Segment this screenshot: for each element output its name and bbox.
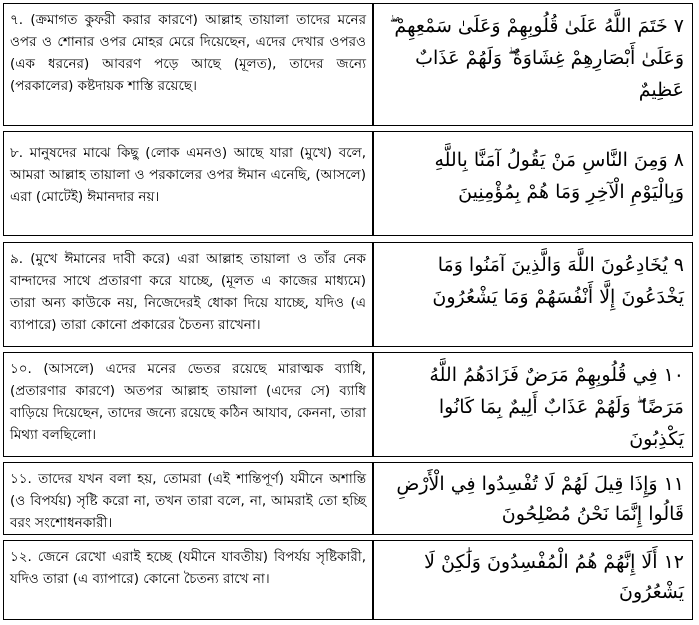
- verse-row-7: [3, 3, 693, 126]
- verse-7-arabic-text: ٧ خَتَمَ اللَّهُ عَلَىٰ قُلُوبِهِمْ وَعَلَىٰ سَمْعِهِمْ ۖ وَعَلَىٰ أَبْصَارِهِمْ غِشَاوَةٌ ۖ وَلَهُمْ عَذَابٌ عَظِيمٌ: [389, 15, 684, 101]
- verse-8-bengali-translation: ৮. মানুষদের মাঝে কিছু (লোক এমনও) আছে যারা (মুখে) বলে, আমরা আল্লাহ তায়ালা ও পরকালের ওপর ঈমান এনেছি, (আসলে) এরা (মোটেই) ঈমানদার নয়।: [4, 132, 374, 235]
- verse-row-8: [3, 131, 693, 236]
- verse-9-arabic-text: ٩ يُخَادِعُونَ اللَّهَ وَالَّذِينَ آمَنُوا وَمَا يَخْدَعُونَ إِلَّا أَنْفُسَهُمْ وَمَا يَشْعُرُونَ: [432, 254, 684, 308]
- verse-11-arabic-text: ١١ وَإِذَا قِيلَ لَهُمْ لَا تُفْسِدُوا فِي الْأَرْضِ قَالُوا إِنَّمَا نَحْنُ مُصْلِحُونَ: [396, 473, 684, 525]
- verse-10-arabic-text: ١٠ فِي قُلُوبِهِمْ مَرَضٌ فَزَادَهُمُ اللَّهُ مَرَضًا ۖ وَلَهُمْ عَذَابٌ أَلِيمٌ بِمَا كَانُوا يَكْذِبُونَ: [429, 364, 684, 450]
- verse-9-bengali-translation: ৯. (মুখে ঈমানের দাবী করে) এরা আল্লাহ তায়ালা ও তাঁর নেক বান্দাদের সাথে প্রতারণা করে যাচ্ছে, (মূলত এ কাজের মাধ্যমে) তারা অন্য কাউকে নয়, নিজেদেরই ধোকা দিয়ে যাচ্ছে, যদিও (এ ব্যাপারে) তারা কোনো প্রকারের চৈতন্য রাখেনা।: [4, 243, 374, 346]
- verse-11-bengali-translation: ১১. তাদের যখন বলা হয়, তোমরা (এই শান্তিপূর্ণ) যমীনে অশান্তি (ও বিপর্যয়) সৃষ্টি করো না, তখন তারা বলে, না, আমরাই তো হচ্ছি বরং সংশোধনকারী।: [4, 463, 374, 534]
- verse-12-arabic-text: ١٢ أَلَا إِنَّهُمْ هُمُ الْمُفْسِدُونَ وَلَٰكِنْ لَا يَشْعُرُونَ: [424, 551, 684, 603]
- verse-row-10: [3, 352, 693, 457]
- verse-12-bengali-translation: ১২. জেনে রেখো এরাই হচ্ছে (যমীনে যাবতীয়) বিপর্যয় সৃষ্টিকারী, যদিও তারা (এ ব্যাপারে) কোনো চৈতন্য রাখে না।: [4, 541, 374, 619]
- verse-7-bengali-translation: ৭. (ক্রমাগত কুফরী করার কারণে) আল্লাহ তায়ালা তাদের মনের ওপর ও শোনার ওপর মোহর মেরে দিয়েছেন, এদের দেখার ওপরও (এক ধরনের) আবরণ পড়ে আছে (মূলত), তাদের জন্যে (পরকালের) কষ্টদায়ক শাস্তি রয়েছে।: [4, 4, 374, 125]
- verse-8-arabic-text: ٨ وَمِنَ النَّاسِ مَنْ يَقُولُ آمَنَّا بِاللَّهِ وَبِالْيَوْمِ الْآخِرِ وَمَا هُمْ بِمُؤْمِنِينَ: [434, 149, 684, 203]
- verse-row-9: [3, 242, 693, 347]
- verse-10-bengali-translation: ১০. (আসলে) এদের মনের ভেতর রয়েছে মারাত্মক ব্যাধি, (প্রতারণার কারণে) অতপর আল্লাহ তায়ালা (এদের সে) ব্যাধি বাড়িয়ে দিয়েছেন, তাদের জন্যে রয়েছে কঠিন আযাব, কেননা, তারা মিথ্যা বলছিলো।: [4, 353, 374, 456]
- verse-row-12: [3, 540, 693, 620]
- verse-row-11: [3, 462, 693, 535]
